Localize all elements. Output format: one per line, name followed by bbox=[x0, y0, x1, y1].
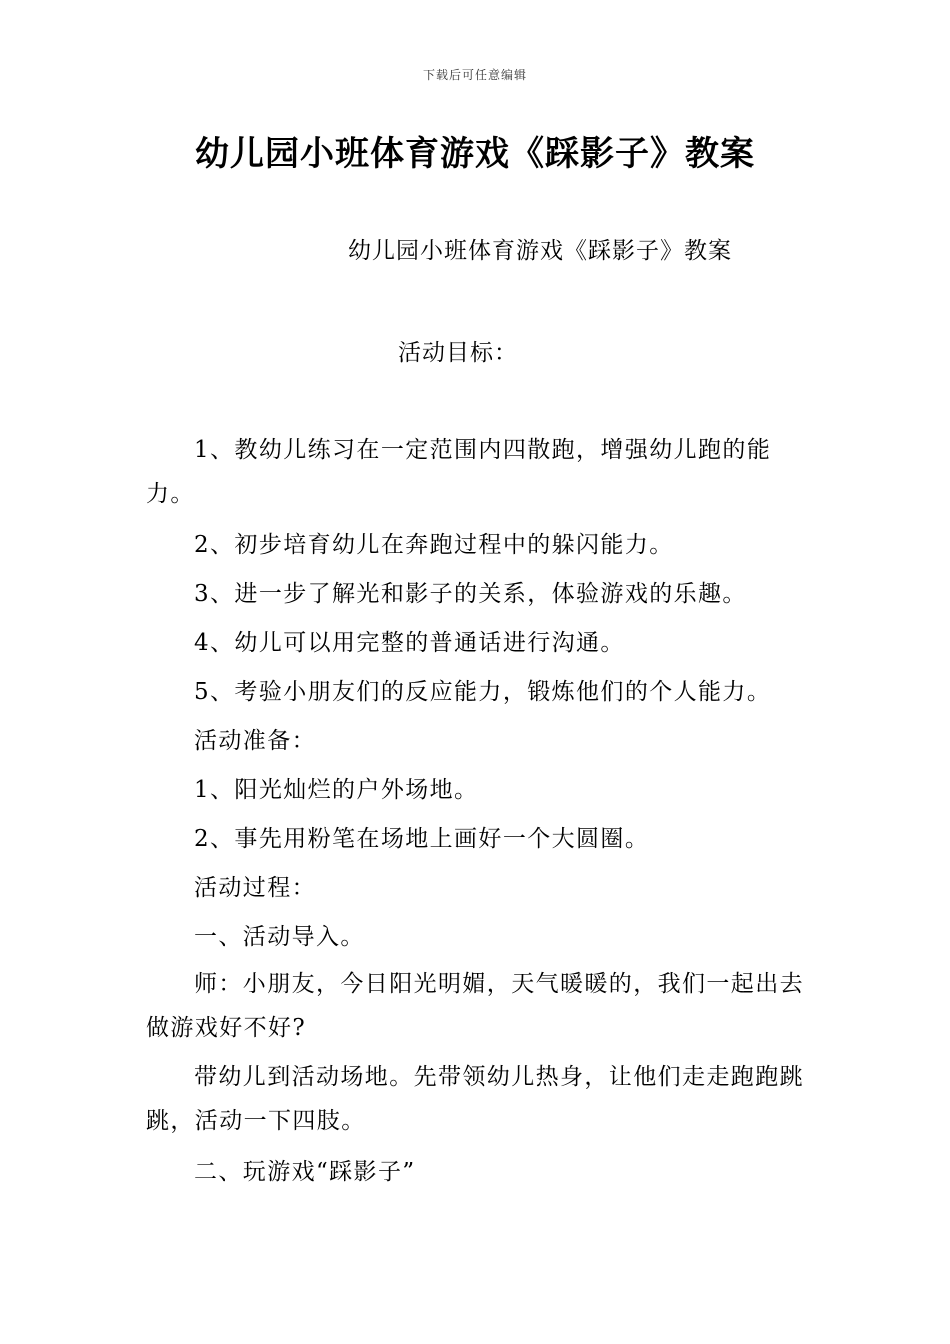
paragraph-goal-4: 4、幼儿可以用完整的普通话进行沟通。 bbox=[194, 630, 625, 656]
paragraph-prep-1: 1、阳光灿烂的户外场地。 bbox=[194, 777, 479, 803]
paragraph-goal-5: 5、考验小朋友们的反应能力，锻炼他们的个人能力。 bbox=[194, 679, 772, 705]
document-title: 幼儿园小班体育游戏《踩影子》教案 bbox=[195, 134, 755, 174]
section-heading-process: 活动过程： bbox=[194, 875, 316, 901]
section-heading-preparation: 活动准备： bbox=[194, 728, 316, 754]
paragraph-step-1: 一、活动导入。 bbox=[194, 924, 365, 950]
paragraph-prep-2: 2、事先用粉笔在场地上画好一个大圆圈。 bbox=[194, 826, 650, 852]
paragraph-goal-3: 3、进一步了解光和影子的关系，体验游戏的乐趣。 bbox=[194, 581, 747, 607]
header-note: 下载后可任意编辑 bbox=[422, 68, 527, 82]
paragraph-warmup: 带幼儿到活动场地。先带领幼儿热身，让他们走走跑跑跳跳，活动一下四肢。 bbox=[146, 1064, 804, 1134]
paragraph-goal-1: 1、教幼儿练习在一定范围内四散跑，增强幼儿跑的能力。 bbox=[146, 437, 772, 507]
paragraph-goal-2: 2、初步培育幼儿在奔跑过程中的躲闪能力。 bbox=[194, 532, 674, 558]
paragraph-teacher-line: 师：小朋友，今日阳光明媚，天气暖暖的，我们一起出去做游戏好不好? bbox=[146, 971, 804, 1041]
document-subtitle: 幼儿园小班体育游戏《踩影子》教案 bbox=[348, 238, 732, 264]
document-body bbox=[146, 428, 808, 1197]
paragraph-step-2: 二、玩游戏“踩影子” bbox=[194, 1159, 416, 1185]
section-heading-goals: 活动目标： bbox=[398, 340, 518, 366]
